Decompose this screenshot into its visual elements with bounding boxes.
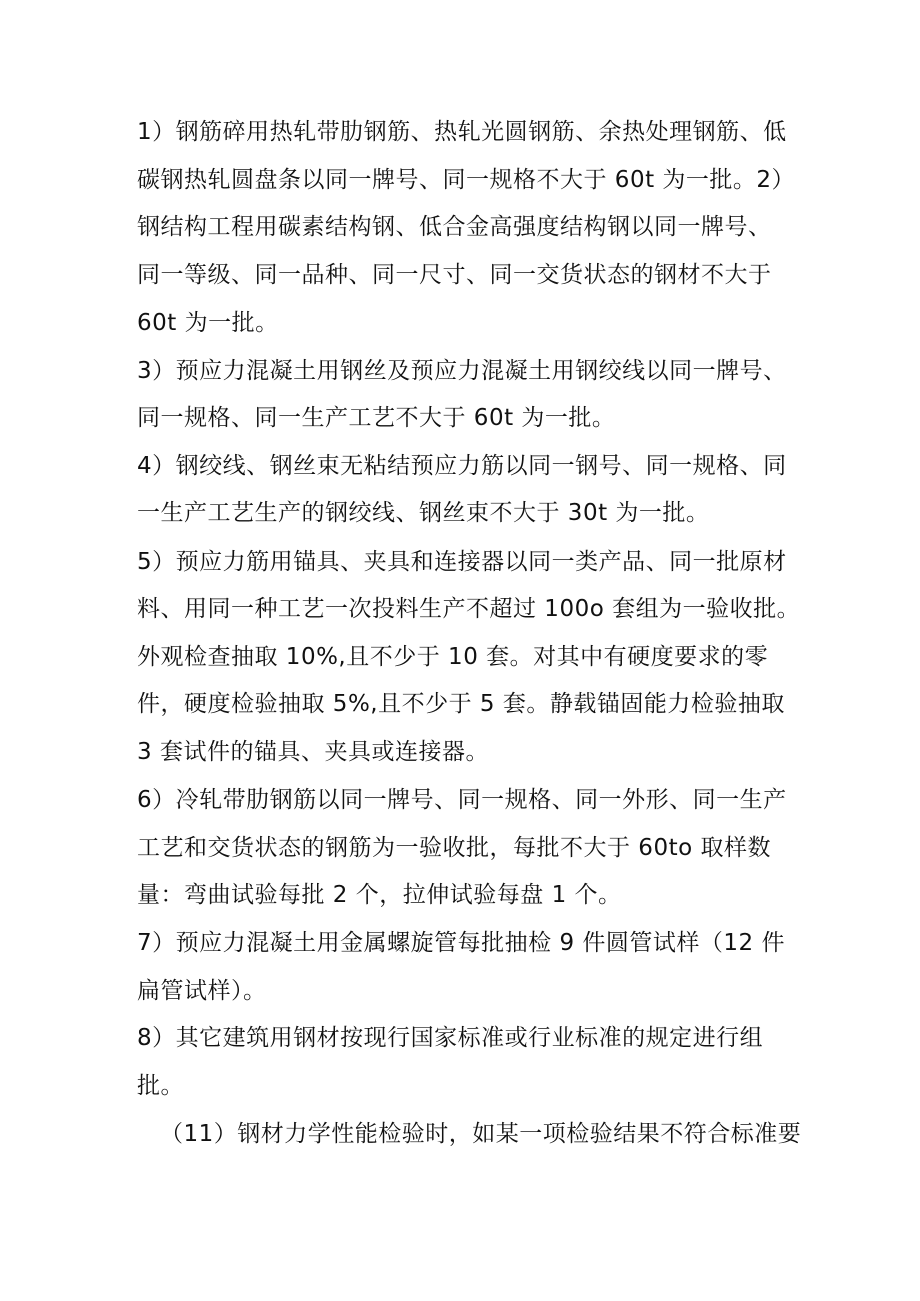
text-line: 8）其它建筑用钢材按现行国家标准或行业标准的规定进行组	[137, 1025, 764, 1051]
text-line: 5）预应力筋用锚具、夹具和连接器以同一类产品、同一批原材	[137, 549, 787, 575]
text-line: 一生产工艺生产的钢绞线、钢丝束不大于 30t 为一批。	[137, 500, 710, 526]
text-line: 钢结构工程用碳素结构钢、低合金高强度结构钢以同一牌号、	[137, 214, 772, 240]
text-line: 60t 为一批。	[137, 310, 279, 336]
text-line: （11）钢材力学性能检验时，如某一项检验结果不符合标准要	[160, 1121, 802, 1147]
text-line: 1）钢筋碎用热轧带肋钢筋、热轧光圆钢筋、余热处理钢筋、低	[137, 119, 787, 145]
text-line: 量：弯曲试验每批 2 个，拉伸试验每盘 1 个。	[137, 882, 622, 908]
text-line: 3 套试件的锚具、夹具或连接器。	[137, 739, 489, 765]
text-line: 6）冷轧带肋钢筋以同一牌号、同一规格、同一外形、同一生产	[137, 787, 787, 813]
text-line: 批。	[137, 1073, 184, 1099]
text-line: 3）预应力混凝土用钢丝及预应力混凝土用钢绞线以同一牌号、	[137, 358, 787, 384]
text-line: 4）钢绞线、钢丝束无粘结预应力筋以同一钢号、同一规格、同	[137, 453, 787, 479]
text-line: 工艺和交货状态的钢筋为一验收批，每批不大于 60to 取样数	[137, 835, 771, 861]
text-line: 碳钢热轧圆盘条以同一牌号、同一规格不大于 60t 为一批。2）	[137, 167, 796, 193]
text-line: 件，硬度检验抽取 5%,且不少于 5 套。静载锚固能力检验抽取	[137, 691, 785, 717]
text-line: 扁管试样）。	[137, 978, 267, 1004]
text-line: 7）预应力混凝土用金属螺旋管每批抽检 9 件圆管试样（12 件	[137, 930, 785, 956]
text-line: 同一等级、同一品种、同一尺寸、同一交货状态的钢材不大于	[137, 262, 772, 288]
text-line: 外观检查抽取 10%,且不少于 10 套。对其中有硬度要求的零	[137, 644, 769, 670]
text-line: 同一规格、同一生产工艺不大于 60t 为一批。	[137, 405, 616, 431]
text-line: 料、用同一种工艺一次投料生产不超过 100o 套组为一验收批。	[137, 596, 801, 622]
